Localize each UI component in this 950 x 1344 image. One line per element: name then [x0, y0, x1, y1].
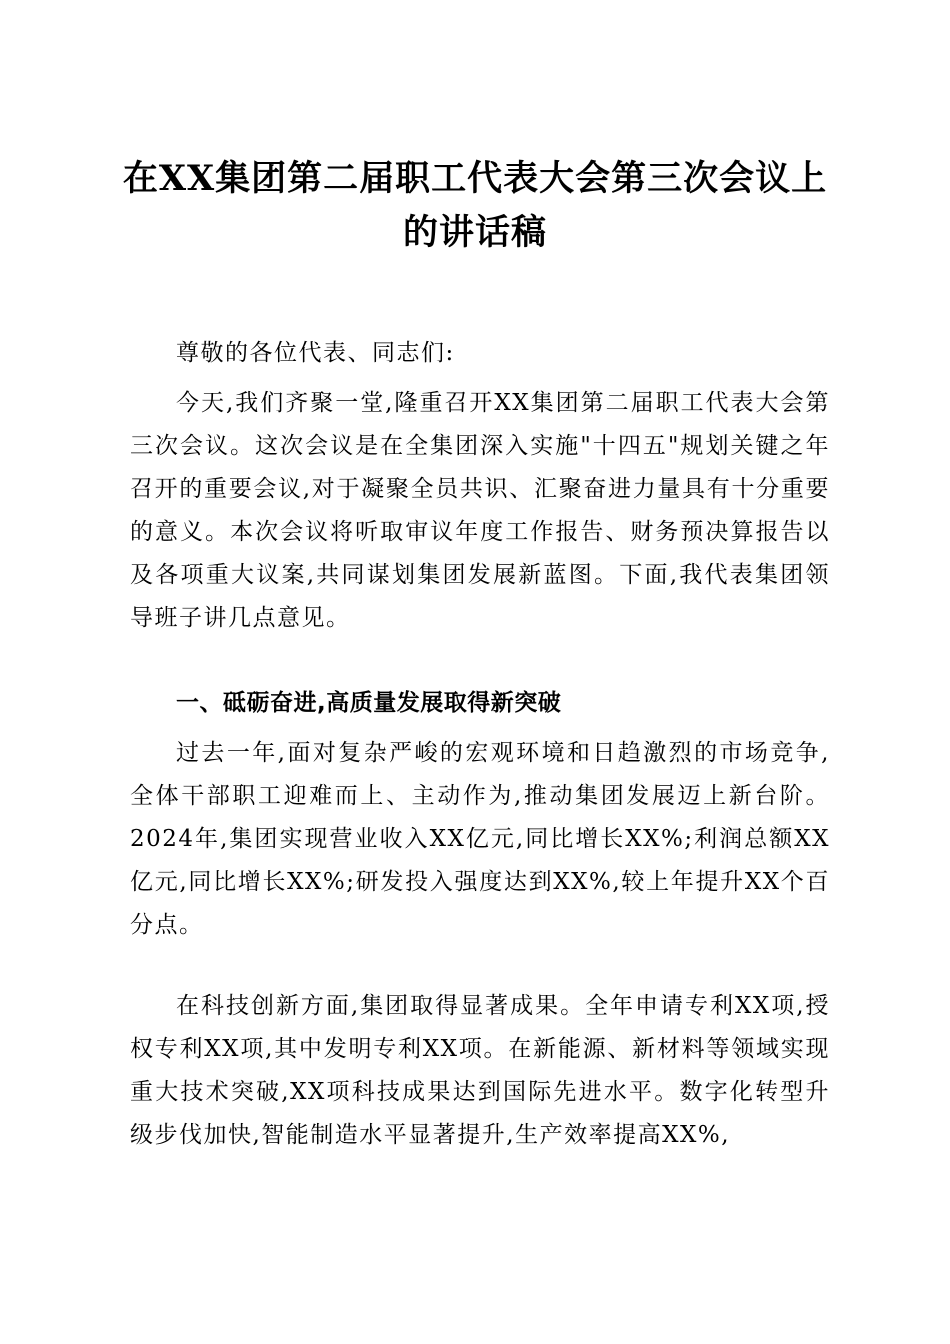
paragraph-intro: 今天,我们齐聚一堂,隆重召开XX集团第二届职工代表大会第三次会议。这次会议是在全集团深入实施"十四五"规划关键之年召开的重要会议,对于凝聚全员共识、汇聚奋进力量具有十分重要的意义。本次会议将听取审议年度工作报告、财务预决算报告以及各项重大议案,共同谋划集团发展新蓝图。下面,我代表集团领导班子讲几点意见。	[130, 390, 830, 631]
document-title: 在XX集团第二届职工代表大会第三次会议上的讲话稿	[122, 158, 828, 253]
salutation: 尊敬的各位代表、同志们:	[176, 340, 455, 366]
paragraph-innovation: 在科技创新方面,集团取得显著成果。全年申请专利XX项,授权专利XX项,其中发明专利XX项。在新能源、新材料等领域实现重大技术突破,XX项科技成果达到国际先进水平。数字化转型升级步伐加快,智能制造水平显著提升,生产效率提高XX%,	[130, 993, 830, 1148]
section-heading: 一、砥砺奋进,高质量发展取得新突破	[176, 690, 562, 716]
paragraph-achievements: 过去一年,面对复杂严峻的宏观环境和日趋激烈的市场竞争,全体干部职工迎难而上、主动作为,推动集团发展迈上新台阶。2024年,集团实现营业收入XX亿元,同比增长XX%;利润总额XX亿元,同比增长XX%;研发投入强度达到XX%,较上年提升XX个百分点。	[130, 740, 830, 938]
